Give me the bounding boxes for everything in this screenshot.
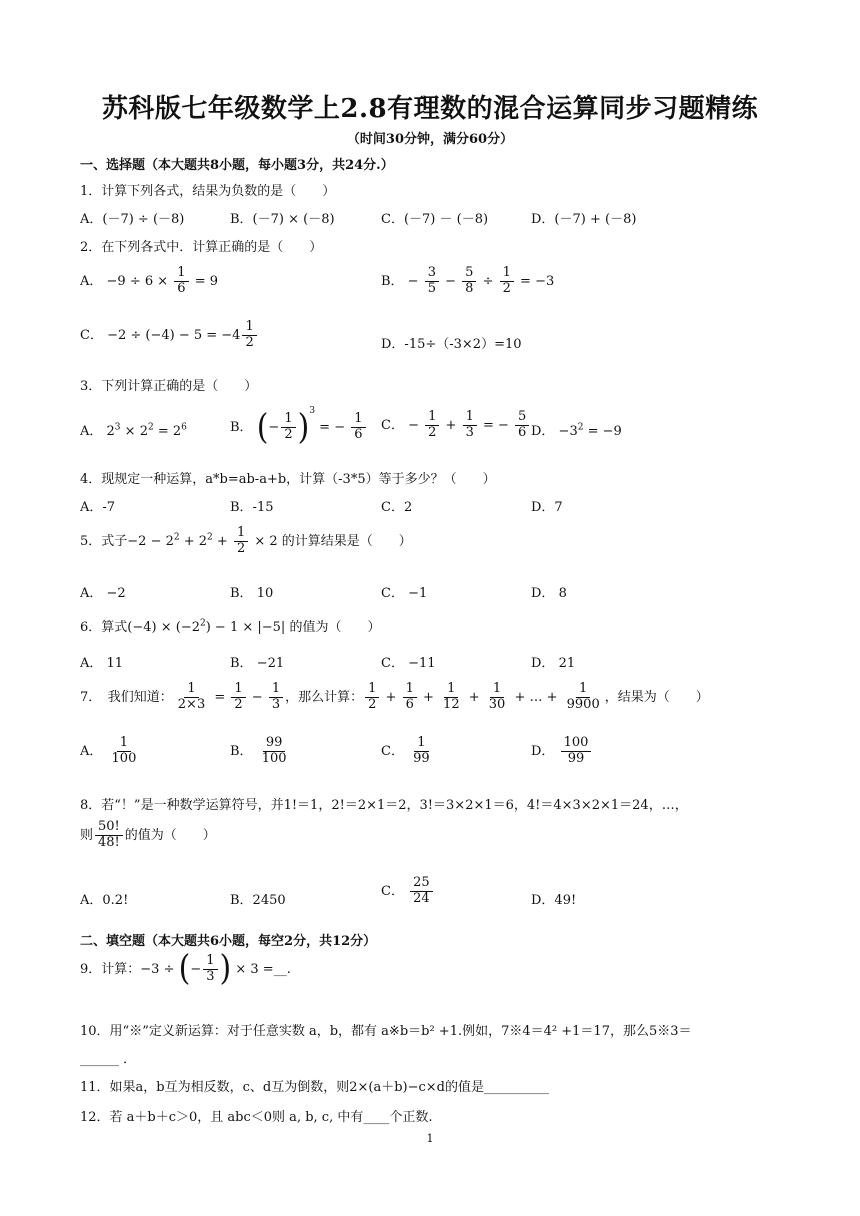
q4-option-d: D．7 bbox=[531, 500, 563, 515]
q8-option-b: B．2450 bbox=[230, 893, 286, 908]
question-1-stem: 1．计算下列各式，结果为负数的是（ ） bbox=[80, 184, 336, 199]
question-10-stem: 10．用“※”定义新运算：对于任意实数 a，b，都有 a※b＝b² +1.例如，7※4＝4² +1＝17，那么5※3＝ bbox=[80, 1024, 692, 1039]
question-11-stem: 11．如果a，b互为相反数，c、d互为倒数，则2×(a＋b)−c×d的值是__________ bbox=[80, 1080, 549, 1095]
q8-option-d: D．49! bbox=[531, 893, 577, 908]
q2-option-c: C． −2 ÷ (−4) − 5 = −4 $\frac{1}{2}$ bbox=[80, 320, 259, 351]
q7-option-d: D． $\frac{100}{99}$ bbox=[531, 736, 593, 767]
question-4-stem: 4．现规定一种运算，a*b=ab-a+b，计算（-3*5）等于多少？（ ） bbox=[80, 472, 496, 487]
question-6-stem: 6．算式$(-4) \times (-2^2) - 1 \times |-5|$ 的值为（ ） bbox=[80, 618, 381, 635]
question-3-stem: 3．下列计算正确的是（ ） bbox=[80, 379, 258, 394]
q6-option-c: C． −11 bbox=[381, 656, 436, 671]
q3-option-a: A． $2^3 \times 2^2 = 2^6$ bbox=[80, 422, 187, 439]
q1-option-c: C．(－7) － (－8) bbox=[381, 212, 489, 227]
q4-option-a: A．-7 bbox=[80, 500, 116, 515]
question-9-stem: 9．计算：−3 ÷ (− $\frac{1}{3}$ ) × 3 =__. bbox=[80, 948, 291, 989]
q5-option-d: D． 8 bbox=[531, 586, 567, 601]
question-7-stem: 7． 我们知道： $\frac{1}{2\times 3}$ = $\frac{1}{2}$ − $\frac{1}{3}$ ，那么计算： $\frac{1}{2}$ + $\frac{1}{6}$ + $\frac{1}{12}$ + $\frac{1}{30}$ + … + $\frac{1}{9900}$ ，结果为（ ） bbox=[80, 681, 709, 712]
q2-option-d: D．-15÷（-3×2）=10 bbox=[381, 337, 522, 352]
q1-option-a: A．(－7) ÷ (－8) bbox=[80, 212, 185, 227]
q3-option-c: C． − $\frac{1}{2}$ + $\frac{1}{3}$ = − $\frac{5}{6}$ bbox=[381, 410, 531, 441]
q4-option-c: C．2 bbox=[381, 500, 413, 515]
question-12-stem: 12．若 a＋b＋c＞0，且 abc＜0则 a, b, c, 中有____个正数. bbox=[80, 1110, 433, 1125]
question-5-stem: 5．式子$-2 - 2^2 + 2^2$ + $\frac{1}{2}$ × 2 的计算结果是（ ） bbox=[80, 525, 412, 556]
page-title: 苏科版七年级数学上2.8有理数的混合运算同步习题精练 bbox=[101, 94, 759, 124]
q3-option-b: B． (− $\frac{1}{2}$ )$^3$ = − $\frac{1}{6}$ bbox=[230, 406, 368, 443]
page-number: 1 bbox=[426, 1132, 434, 1145]
q6-option-a: A． 11 bbox=[80, 656, 124, 671]
section-heading-fill-blank: 二、填空题（本大题共6小题，每空2分，共12分） bbox=[80, 934, 377, 949]
question-10-blank: ______ ． bbox=[80, 1052, 137, 1067]
q3-option-d: D． $-3^2 = -9$ bbox=[531, 422, 622, 439]
q7-option-c: C． $\frac{1}{99}$ bbox=[381, 735, 430, 766]
question-8-stem: 8．若“！”是一种数学运算符号，并1!＝1，2!＝2×1＝2，3!＝3×2×1＝6，4!＝4×3×2×1＝24，…， bbox=[80, 798, 688, 813]
q1-option-d: D．(－7) + (－8) bbox=[531, 212, 637, 227]
q6-option-b: B． −21 bbox=[230, 656, 285, 671]
q1-option-b: B．(－7) × (－8) bbox=[230, 212, 335, 227]
page-subtitle: （时间30分钟，满分60分） bbox=[346, 132, 514, 147]
section-heading-choice: 一、选择题（本大题共8小题，每小题3分，共24分.） bbox=[80, 158, 394, 173]
q8-option-a: A．0.2! bbox=[80, 893, 129, 908]
q8-option-c: C． $\frac{25}{24}$ bbox=[381, 876, 435, 907]
q5-option-c: C． −1 bbox=[381, 586, 428, 601]
q2-option-a: A． −9 ÷ 6 × $\frac{1}{6}$ = 9 bbox=[80, 265, 218, 296]
q6-option-d: D． 21 bbox=[531, 656, 576, 671]
question-8-fraction-line: 则 $\frac{50!}{48!}$ 的值为（ ） bbox=[80, 819, 216, 850]
q4-option-b: B．-15 bbox=[230, 500, 274, 515]
q7-option-a: A． $\frac{1}{100}$ bbox=[80, 735, 137, 766]
q5-option-b: B． 10 bbox=[230, 586, 274, 601]
q5-option-a: A． −2 bbox=[80, 586, 126, 601]
question-2-stem: 2．在下列各式中．计算正确的是（ ） bbox=[80, 240, 323, 255]
q7-option-b: B． $\frac{99}{100}$ bbox=[230, 735, 287, 766]
q2-option-b: B． − $\frac{3}{5}$ − $\frac{5}{8}$ ÷ $\frac{1}{2}$ = −3 bbox=[381, 265, 555, 296]
